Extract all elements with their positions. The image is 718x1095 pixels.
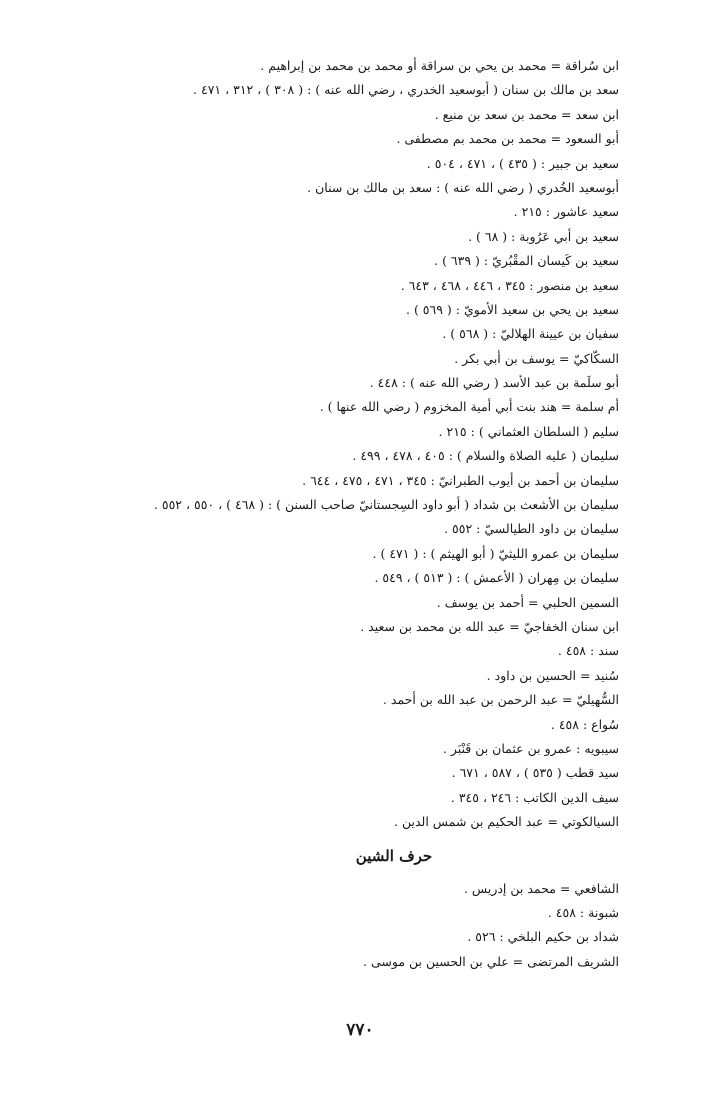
- index-entry: سعيد بن جبير : ( ٤٣٥ ) ، ٤٧١ ، ٥٠٤ .: [426, 155, 619, 171]
- index-entry: أم سلمة = هند بنت أبي أمية المخزوم ( رضي الله عنها ) .: [319, 399, 619, 415]
- index-entry: سعيد بن منصور : ٣٤٥ ، ٤٤٦ ، ٤٦٨ ، ٦٤٣ .: [400, 277, 619, 293]
- index-entry: الشافعي = محمد بن إدريس .: [463, 880, 619, 896]
- index-entry: ابن سنان الخفاجيّ = عبد الله بن محمد بن سعيد .: [360, 618, 619, 634]
- index-entry: أبو سلَمة بن عبد الأسد ( رضي الله عنه ) : ٤٤٨ .: [369, 375, 619, 391]
- index-entry: سُواع : ٤٥٨ .: [550, 716, 619, 732]
- index-entry: سند : ٤٥٨ .: [557, 643, 619, 659]
- index-entry: سعيد عاشور : ٢١٥ .: [513, 204, 619, 220]
- index-entry: سليمان بن مِهران ( الأعمش ) : ( ٥١٣ ) ، ٥٤٩ .: [374, 570, 619, 586]
- index-entry: ابن سُراقة = محمد بن يحي بن سراقة أو محمد بن محمد بن إبراهيم .: [260, 58, 619, 73]
- index-entry: سيبويه : عمرو بن عثمان بن قَنْبَر .: [442, 740, 619, 756]
- index-entry: السُّهيليّ = عبد الرحمن بن عبد الله بن أحمد .: [382, 692, 619, 708]
- index-entry: السمين الحلبي = أحمد بن يوسف .: [436, 594, 619, 610]
- index-entry: سعد بن مالك بن سنان ( أبوسعيد الخدري ، رضي الله عنه ) : ( ٣٠٨ ) ، ٣١٢ ، ٤٧١ .: [193, 82, 619, 98]
- index-entry: سُنيد = الحسين بن داود .: [486, 667, 619, 683]
- index-entries: [39, 54, 619, 974]
- page-number: ٧٧٠: [346, 1020, 374, 1040]
- index-entry: ابن سعد = محمد بن سعد بن منيع .: [434, 106, 619, 122]
- index-entry: أبوسعيد الخُدري ( رضي الله عنه ) : سعد بن مالك بن سنان .: [307, 179, 619, 195]
- index-entry: السيالكوتي = عبد الحكيم بن شمس الدين .: [394, 814, 619, 830]
- index-entry: الشريف المرتضى = علي بن الحسين بن موسى .: [363, 953, 619, 969]
- section-heading: حرف الشين: [355, 846, 433, 865]
- index-entry: سليمان بن الأشعث بن شداد ( أبو داود السِجستانيّ صاحب السنن ) : ( ٤٦٨ ) ، ٥٥٠ ، ٥٥٢ .: [153, 497, 619, 513]
- index-entry: سعيد بن كَيسان المقْبُريّ : ( ٦٣٩ ) .: [434, 253, 619, 269]
- index-entry: سفيان بن عيينة الهلاليّ : ( ٥٦٨ ) .: [442, 326, 619, 342]
- index-entry: سيد قطب ( ٥٣٥ ) ، ٥٨٧ ، ٦٧١ .: [451, 765, 619, 781]
- index-entry: سليمان بن داود الطيالسيّ : ٥٥٢ .: [444, 521, 619, 537]
- index-entry: سليمان بن أحمد بن أيوب الطبرانيّ : ٣٤٥ ، ٤٧١ ، ٤٧٥ ، ٦٤٤ .: [302, 472, 619, 488]
- index-entry: سليمان بن عمرو الليثيّ ( أبو الهيثم ) : ( ٤٧١ ) .: [372, 545, 619, 561]
- index-entry: شداد بن حكيم البلخي : ٥٢٦ .: [467, 929, 619, 945]
- index-entry: سليمان ( عليه الصلاة والسلام ) : ٤٠٥ ، ٤٧٨ ، ٤٩٩ .: [352, 448, 619, 464]
- index-entry: السكّاكيّ = يوسف بن أبي بكر .: [454, 350, 619, 366]
- index-entry: سعيد بن أبي عَرُوبة : ( ٦٨ ) .: [468, 228, 619, 244]
- index-entry: سليم ( السلطان العثماني ) : ٢١٥ .: [438, 423, 619, 439]
- index-entry: سعيد بن يحي بن سعيد الأمويّ : ( ٥٦٩ ) .: [406, 301, 619, 317]
- index-entry: سيف الدين الكاتب : ٢٤٦ ، ٣٤٥ .: [450, 789, 619, 805]
- index-entry: شبونة : ٤٥٨ .: [547, 904, 619, 920]
- index-entry: أبو السعود = محمد بن محمد بم مصطفى .: [396, 131, 619, 147]
